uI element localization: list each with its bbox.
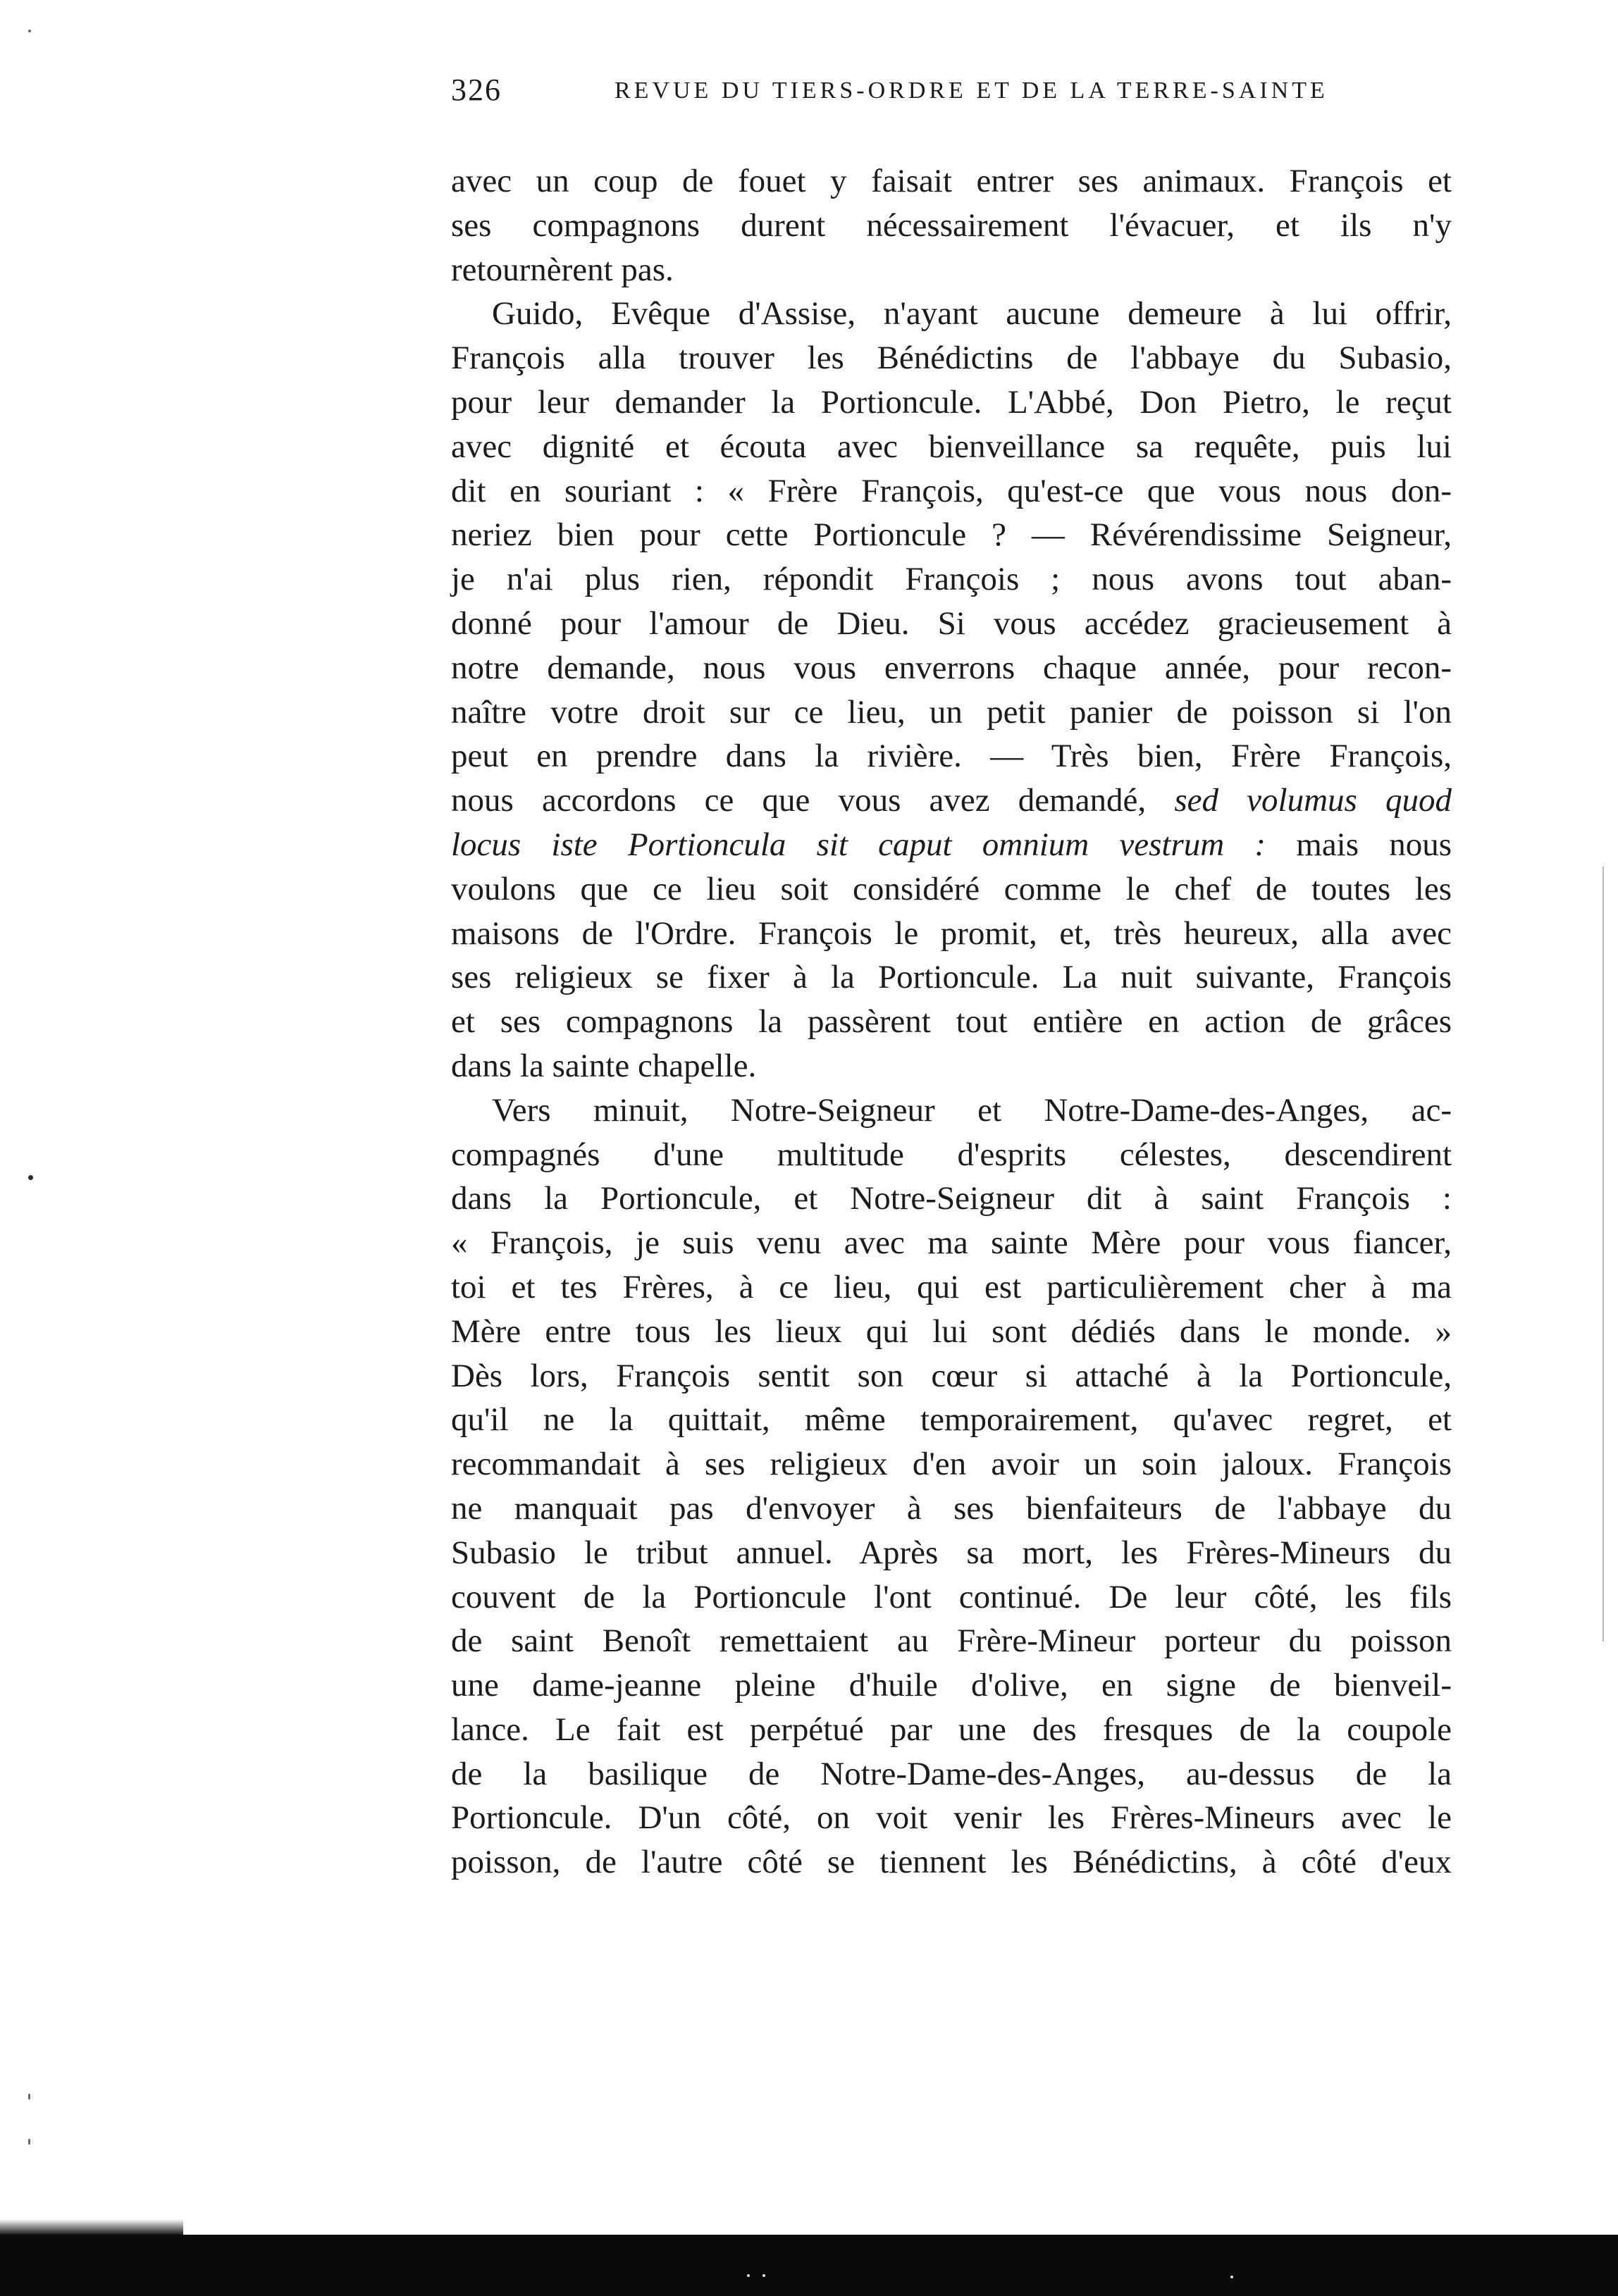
text-line: neriez bien pour cette Portioncule ? — Révérendissime Seigneur, bbox=[451, 516, 1452, 554]
text-line: qu'il ne la quittait, même temporairement, qu'avec regret, et bbox=[451, 1401, 1452, 1439]
text-line: naître votre droit sur ce lieu, un petit panier de poisson si l'on bbox=[451, 693, 1452, 731]
scan-speck bbox=[28, 2139, 30, 2145]
text-line: notre demande, nous vous enverrons chaque année, pour recon- bbox=[451, 649, 1452, 686]
scan-speck bbox=[762, 2274, 765, 2277]
page-header bbox=[451, 72, 1431, 114]
text-line: maisons de l'Ordre. François le promit, et, très heureux, alla avec bbox=[451, 914, 1452, 952]
text-line: dans la Portioncule, et Notre-Seigneur dit à saint François : bbox=[451, 1180, 1452, 1217]
scan-speck bbox=[28, 30, 31, 32]
text-line: voulons que ce lieu soit considéré comme le chef de toutes les bbox=[451, 870, 1452, 907]
text-line: nous accordons ce que vous avez demandé, sed volumus quod bbox=[451, 782, 1452, 819]
text-line: Dès lors, François sentit son cœur si attaché à la Portioncule, bbox=[451, 1357, 1452, 1394]
text-line: ses compagnons durent nécessairement l'évacuer, et ils n'y bbox=[451, 206, 1452, 244]
text-line: et ses compagnons la passèrent tout entière en action de grâces bbox=[451, 1003, 1452, 1041]
text-line: compagnés d'une multitude d'esprits célestes, descendirent bbox=[451, 1136, 1452, 1173]
text-line: recommandait à ses religieux d'en avoir un soin jaloux. François bbox=[451, 1446, 1452, 1483]
text-line: avec un coup de fouet y faisait entrer ses animaux. François et bbox=[451, 163, 1452, 199]
text-line: dit en souriant : « Frère François, qu'est-ce que vous nous don- bbox=[451, 472, 1452, 509]
text-line: retournèrent pas. bbox=[451, 251, 674, 288]
scan-edge-shadow bbox=[0, 2219, 183, 2235]
text-line: « François, je suis venu avec ma sainte Mère pour vous fiancer, bbox=[451, 1224, 1452, 1262]
text-line: de saint Benoît remettaient au Frère-Mineur porteur du poisson bbox=[451, 1622, 1452, 1660]
scan-bottom-edge bbox=[0, 2235, 1618, 2296]
paragraph-start-line: Guido, Evêque d'Assise, n'ayant aucune demeure à lui offrir, bbox=[492, 295, 1452, 333]
latin-quote: sed volumus quod bbox=[1174, 782, 1452, 819]
latin-quote: locus iste Portioncula sit caput omnium vestrum : bbox=[451, 826, 1266, 863]
text-line: avec dignité et écouta avec bienveillance sa requête, puis lui bbox=[451, 428, 1452, 465]
text-line: François alla trouver les Bénédictins de l'abbaye du Subasio, bbox=[451, 340, 1452, 377]
scan-speck bbox=[747, 2274, 750, 2277]
text-line: couvent de la Portioncule l'ont continué. De leur côté, les fils bbox=[451, 1578, 1452, 1615]
text-line: Portioncule. D'un côté, on voit venir les Frères-Mineurs avec le bbox=[451, 1799, 1452, 1837]
text-line: peut en prendre dans la rivière. — Très bien, Frère François, bbox=[451, 738, 1452, 775]
text-line: locus iste Portioncula sit caput omnium vestrum : mais nous bbox=[451, 826, 1452, 863]
right-margin-rule bbox=[1602, 867, 1604, 1642]
scan-speck bbox=[1230, 2276, 1233, 2278]
running-title: REVUE DU TIERS-ORDRE ET DE LA TERRE-SAINTE bbox=[615, 77, 1328, 104]
text-line: toi et tes Frères, à ce lieu, qui est particulièrement cher à ma bbox=[451, 1268, 1452, 1305]
scan-speck bbox=[28, 1175, 33, 1180]
text-line: lance. Le fait est perpétué par une des fresques de la coupole bbox=[451, 1711, 1452, 1748]
body-text bbox=[451, 159, 1452, 1885]
text-line: de la basilique de Notre-Dame-des-Anges, au-dessus de la bbox=[451, 1755, 1452, 1792]
text-line: poisson, de l'autre côté se tiennent les Bénédictins, à côté d'eux bbox=[451, 1844, 1452, 1881]
text-line: Subasio le tribut annuel. Après sa mort, les Frères-Mineurs du bbox=[451, 1534, 1452, 1571]
text-line: ne manquait pas d'envoyer à ses bienfaiteurs de l'abbaye du bbox=[451, 1489, 1452, 1527]
text-line: ses religieux se fixer à la Portioncule. La nuit suivante, François bbox=[451, 959, 1452, 996]
text-line: donné pour l'amour de Dieu. Si vous accédez gracieusement à bbox=[451, 604, 1452, 642]
text-line: je n'ai plus rien, répondit François ; nous avons tout aban- bbox=[451, 561, 1452, 598]
paragraph-start-line: Vers minuit, Notre-Seigneur et Notre-Dame-des-Anges, ac- bbox=[492, 1091, 1452, 1129]
text-line: Mère entre tous les lieux qui lui sont dédiés dans le monde. » bbox=[451, 1313, 1452, 1350]
scan-speck bbox=[28, 2094, 30, 2099]
page-number: 326 bbox=[451, 73, 502, 107]
text-line: dans la sainte chapelle. bbox=[451, 1047, 757, 1084]
text-line: pour leur demander la Portioncule. L'Abbé, Don Pietro, le reçut bbox=[451, 383, 1452, 421]
text-line: une dame-jeanne pleine d'huile d'olive, en signe de bienveil- bbox=[451, 1667, 1452, 1704]
